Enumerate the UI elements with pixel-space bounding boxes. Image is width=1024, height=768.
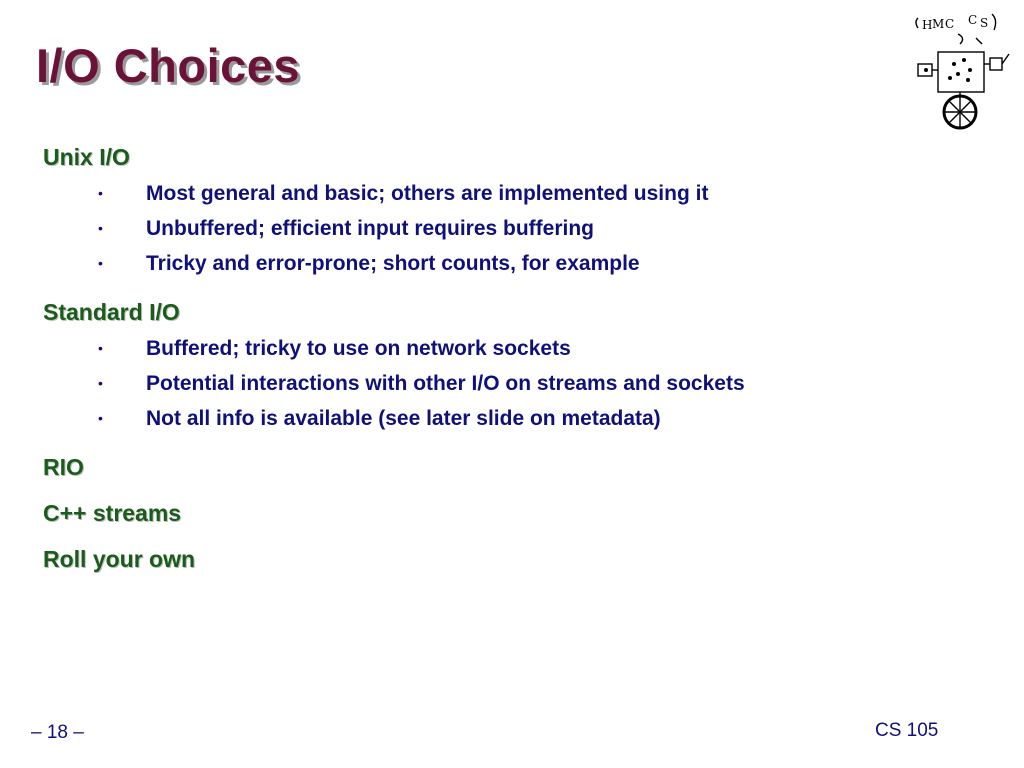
bullet-dot-icon: • (98, 255, 103, 271)
logo-letter: H (922, 18, 933, 32)
bullet-dot-icon: • (98, 220, 103, 236)
bullet-dot-icon: • (98, 375, 103, 391)
section-heading: RIO (43, 454, 84, 480)
logo-letter: C (968, 13, 978, 27)
bullet-dot-icon: • (98, 340, 103, 356)
slide-body (43, 142, 1003, 574)
bullet-text: Unbuffered; efficient input requires buffering (146, 217, 595, 240)
bullet-list (43, 331, 1003, 436)
bullet-list (43, 176, 1003, 281)
page-number: – 18 – (31, 722, 84, 743)
bullet-item (43, 366, 1003, 401)
section-roll-your-own (43, 544, 1003, 574)
section-heading: C++ streams (43, 500, 182, 526)
bullet-item (43, 211, 1003, 246)
bullet-text: Potential interactions with other I/O on streams and sockets (146, 372, 745, 395)
course-label: CS 105 (875, 720, 939, 741)
slide-title: I/O Choices (36, 39, 301, 92)
section-standard-io (43, 297, 1003, 436)
section-unix-io (43, 142, 1003, 281)
logo-letter: S (980, 16, 989, 30)
bullet-dot-icon: • (98, 410, 103, 426)
bullet-text: Not all info is available (see later slide on metadata) (146, 407, 661, 430)
bullet-text: Tricky and error-prone; short counts, for example (146, 252, 640, 275)
hmc-cs-robot-logo-icon (906, 8, 1016, 132)
bullet-item (43, 401, 1003, 436)
bullet-dot-icon: • (98, 185, 103, 201)
section-heading: Roll your own (43, 546, 196, 572)
logo-letter: M (932, 17, 945, 31)
section-rio (43, 452, 1003, 482)
logo-letter: C (945, 17, 955, 31)
section-heading: Standard I/O (43, 299, 180, 325)
section-heading: Unix I/O (43, 144, 130, 170)
section-cpp-streams (43, 498, 1003, 528)
bullet-item (43, 331, 1003, 366)
bullet-item (43, 176, 1003, 211)
bullet-item (43, 246, 1003, 281)
bullet-text: Buffered; tricky to use on network sockets (146, 337, 571, 360)
bullet-text: Most general and basic; others are implemented using it (146, 182, 709, 205)
